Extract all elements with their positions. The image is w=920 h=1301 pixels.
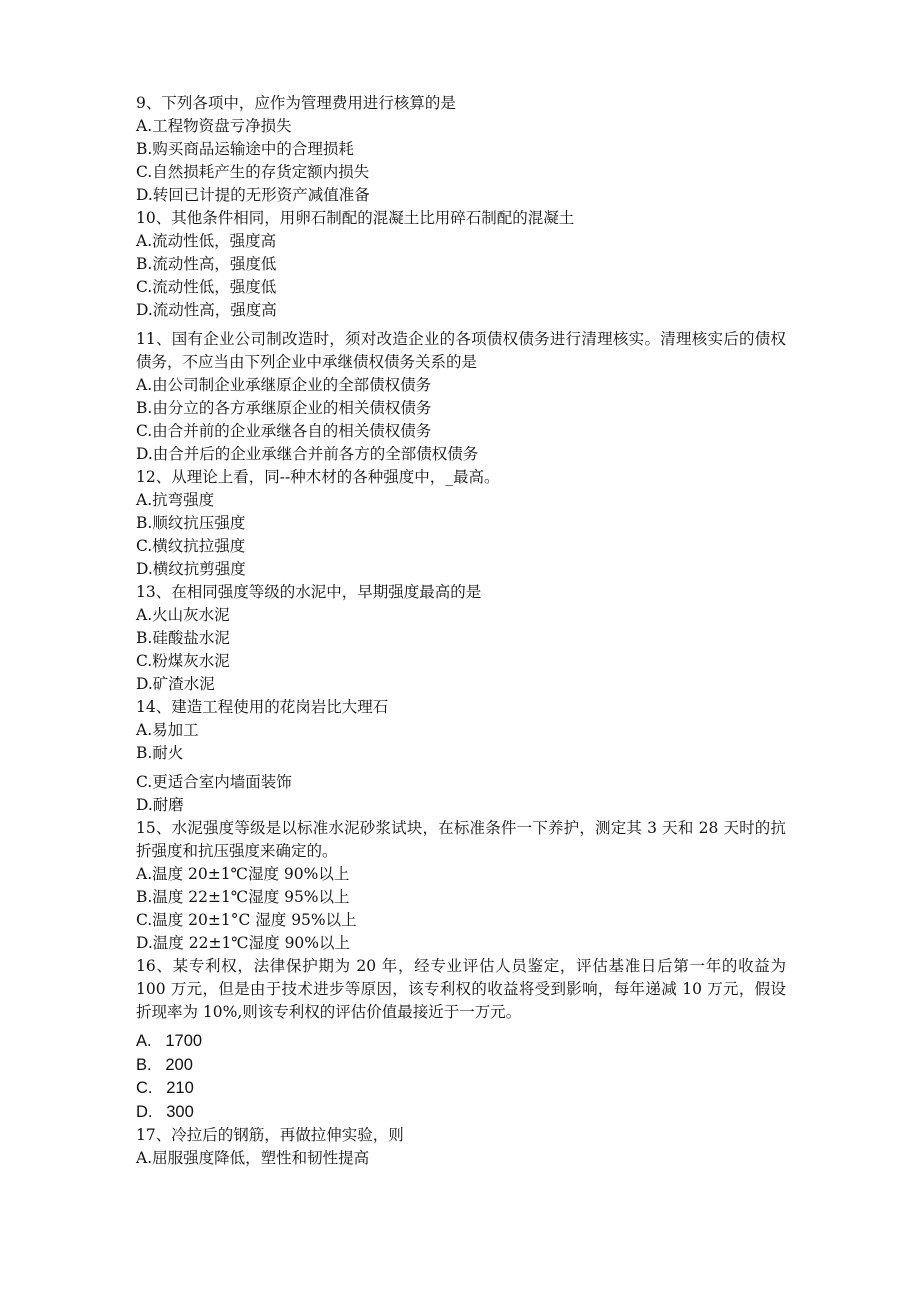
q15-option-a: A.温度 20±1℃湿度 90%以上 bbox=[136, 865, 350, 883]
q16-option-b: B. 200 bbox=[136, 1055, 193, 1074]
question-13-stem: 13、在相同强度等级的水泥中，早期强度最高的是 bbox=[136, 583, 482, 601]
q12-option-b: B.顺纹抗压强度 bbox=[136, 514, 246, 532]
q14-option-d: D.耐磨 bbox=[136, 796, 184, 814]
q9-option-b: B.购买商品运输途中的合理损耗 bbox=[136, 140, 354, 158]
q13-option-c: C.粉煤灰水泥 bbox=[136, 652, 230, 670]
q17-option-a: A.屈服强度降低，塑性和韧性提高 bbox=[136, 1149, 370, 1167]
question-17-stem: 17、冷拉后的钢筋，再做拉伸实验，则 bbox=[136, 1126, 404, 1144]
q12-option-d: D.横纹抗剪强度 bbox=[136, 560, 246, 578]
q12-option-c: C.横纹抗拉强度 bbox=[136, 537, 246, 555]
question-14-stem: 14、建造工程使用的花岗岩比大理石 bbox=[136, 698, 389, 716]
q16-option-d: D. 300 bbox=[136, 1102, 194, 1121]
q15-option-d: D.温度 22±1℃湿度 90%以上 bbox=[136, 934, 351, 952]
q10-option-c: C.流动性低，强度低 bbox=[136, 278, 277, 296]
q14-option-a: A.易加工 bbox=[136, 721, 199, 739]
question-15-stem: 15、水泥强度等级是以标准水泥砂浆试块，在标准条件一下养护，测定其 3 天和 28 天时的抗折强度和抗压强度来确定的。 bbox=[136, 819, 786, 860]
question-10-stem: 10、其他条件相同，用卵石制配的混凝土比用碎石制配的混凝土 bbox=[136, 209, 575, 227]
q15-option-c: C.温度 20±1°C 湿度 95%以上 bbox=[136, 911, 357, 929]
question-16-stem: 16、某专利权，法律保护期为 20 年，经专业评估人员鉴定，评估基准日后第一年的收益为 100 万元，但是由于技术进步等原因，该专利权的收益将受到影响，每年递减 10 万元，假设折现率为 10%,则该专利权的评估价值最接近于一万元。 bbox=[136, 957, 786, 1021]
question-12-stem: 12、从理论上看，同--种木材的各种强度中，_最高。 bbox=[136, 468, 500, 486]
q9-option-c: C.自然损耗产生的存货定额内损失 bbox=[136, 163, 370, 181]
question-9-stem: 9、下列各项中，应作为管理费用进行核算的是 bbox=[136, 94, 456, 112]
q11-option-a: A.由公司制企业承继原企业的全部债权债务 bbox=[136, 376, 432, 394]
question-11-stem: 11、国有企业公司制改造时，须对改造企业的各项债权债务进行清理核实。清理核实后的债权债务，不应当由下列企业中承继债权债务关系的是 bbox=[136, 330, 786, 371]
q9-option-a: A.工程物资盘亏净损失 bbox=[136, 117, 292, 135]
q11-option-c: C.由合并前的企业承继各自的相关债权债务 bbox=[136, 422, 432, 440]
q9-option-d: D.转回已计提的无形资产减值准备 bbox=[136, 186, 370, 204]
q11-option-b: B.由分立的各方承继原企业的相关债权债务 bbox=[136, 399, 432, 417]
q13-option-a: A.火山灰水泥 bbox=[136, 606, 230, 624]
q14-option-b: B.耐火 bbox=[136, 744, 184, 762]
q10-option-b: B.流动性高，强度低 bbox=[136, 255, 277, 273]
q13-option-b: B.硅酸盐水泥 bbox=[136, 629, 230, 647]
q10-option-d: D.流动性高，强度高 bbox=[136, 301, 277, 319]
q15-option-b: B.温度 22±1℃湿度 95%以上 bbox=[136, 888, 350, 906]
q16-option-c: C. 210 bbox=[136, 1079, 194, 1097]
q14-option-c: C.更适合室内墙面装饰 bbox=[136, 773, 292, 791]
q11-option-d: D.由合并后的企业承继合并前各方的全部债权债务 bbox=[136, 445, 479, 463]
q13-option-d: D.矿渣水泥 bbox=[136, 675, 215, 693]
document-body bbox=[136, 92, 786, 1170]
q12-option-a: A.抗弯强度 bbox=[136, 491, 215, 509]
q16-option-a: A. 1700 bbox=[136, 1032, 203, 1050]
q10-option-a: A.流动性低，强度高 bbox=[136, 232, 277, 250]
